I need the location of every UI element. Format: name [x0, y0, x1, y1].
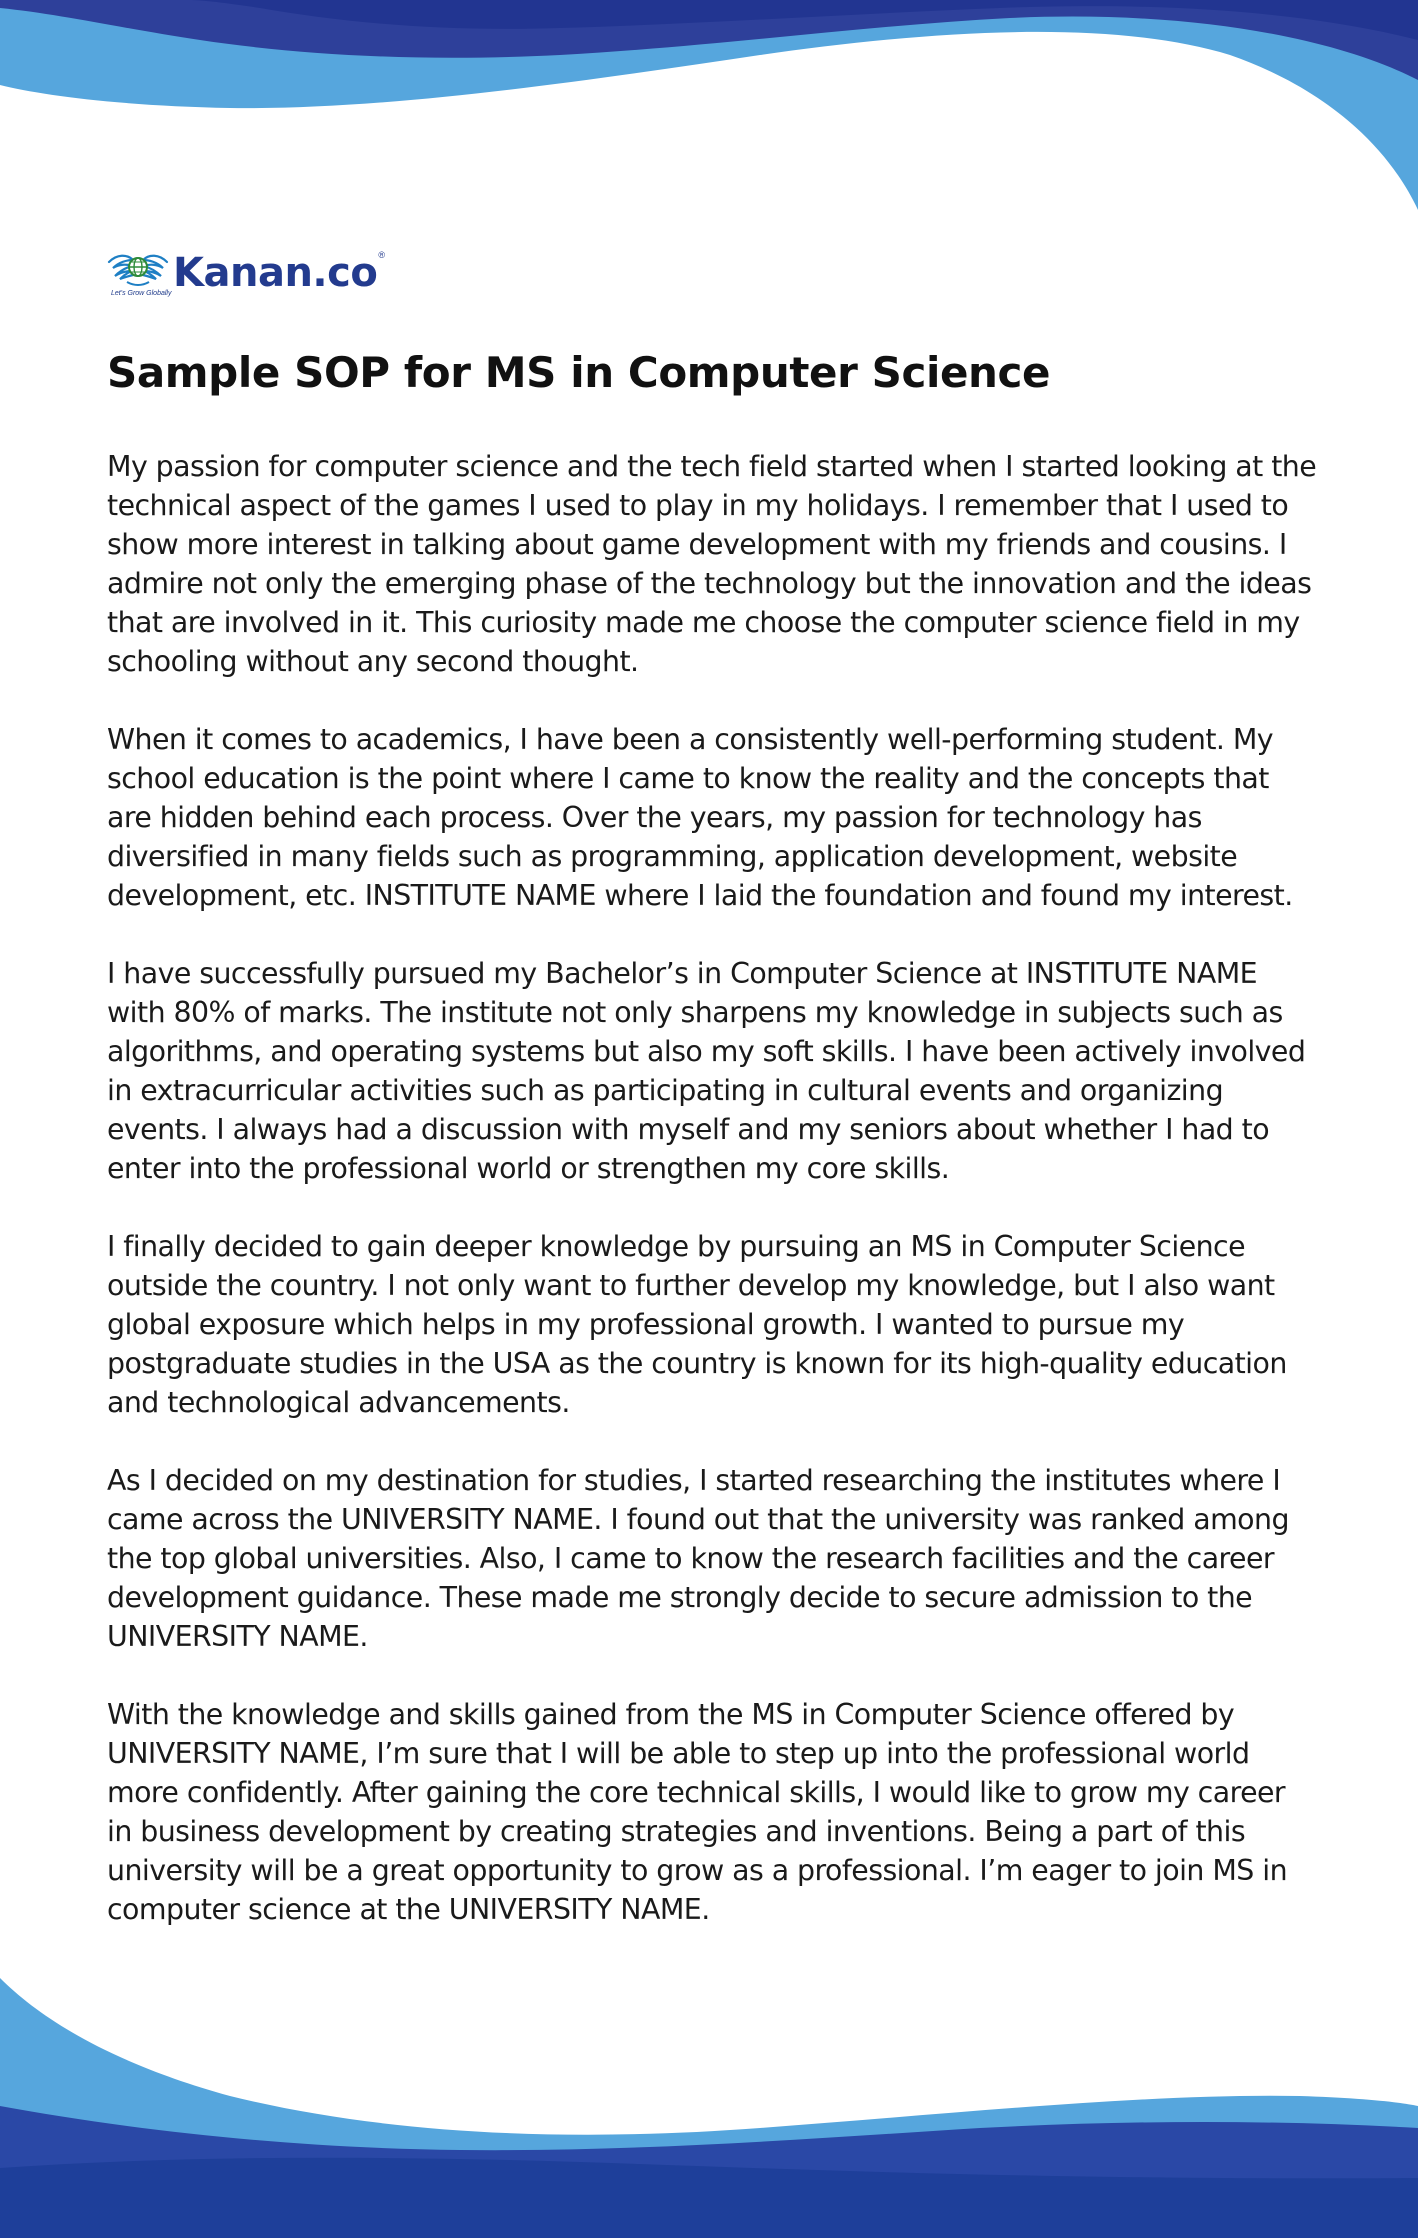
logo-wordmark: Kanan.co	[173, 250, 378, 296]
logo-tagline: Let's Grow Globally	[111, 290, 172, 297]
page-title: Sample SOP for MS in Computer Science	[107, 348, 1051, 397]
paragraph-6: With the knowledge and skills gained from the MS in Computer Science offered by UNIVERSITY NAME, I’m sure that I will be able to step up into the professional world more confidently. After gaining the core technical skills, I would like to grow my career in business development by creating strategies and inventions. Being a part of this university will be a great opportunity to grow as a professional. I’m eager to join MS in computer science at the UNIVERSITY NAME.	[107, 1698, 1288, 1926]
paragraph-1: My passion for computer science and the tech field started when I started looking at the technical aspect of the games I used to play in my holidays. I remember that I used to show more interest in talking about game development with my friends and cousins. I admire not only the emerging phase of the technology but the innovation and the ideas that are involved in it. This curiosity made me choose the computer science field in my schooling without any second thought.	[107, 450, 1317, 678]
paragraph-4: I finally decided to gain deeper knowledge by pursuing an MS in Computer Science outside the country. I not only want to further develop my knowledge, but I also want global exposure which helps in my professional growth. I wanted to pursue my postgraduate studies in the USA as the country is known for its high-quality education and technological advancements.	[107, 1230, 1287, 1419]
bottom-wave-decoration	[0, 1978, 1418, 2238]
paragraph-3: I have successfully pursued my Bachelor’s in Computer Science at INSTITUTE NAME with 80% of marks. The institute not only sharpens my knowledge in subjects such as algorithms, and operating systems but also my soft skills. I have been actively involved in extracurricular activities such as participating in cultural events and organizing events. I always had a discussion with myself and my seniors about whether I had to enter into the professional world or strengthen my core skills.	[107, 957, 1306, 1185]
document-body	[107, 447, 1317, 1929]
registered-mark: ®	[378, 250, 385, 260]
paragraph-5: As I decided on my destination for studies, I started researching the institutes where I came across the UNIVERSITY NAME. I found out that the university was ranked among the top global universities. Also, I came to know the research facilities and the career development guidance. These made me strongly decide to secure admission to the UNIVERSITY NAME.	[107, 1464, 1289, 1653]
paragraph-2: When it comes to academics, I have been a consistently well-performing student. My school education is the point where I came to know the reality and the concepts that are hidden behind each process. Over the years, my passion for technology has diversified in many fields such as programming, application development, website development, etc. INSTITUTE NAME where I laid the foundation and found my interest.	[107, 723, 1293, 912]
globe-wings-emblem-icon	[107, 240, 172, 306]
kanan-logo	[107, 240, 385, 306]
top-wave-decoration	[0, 0, 1418, 210]
